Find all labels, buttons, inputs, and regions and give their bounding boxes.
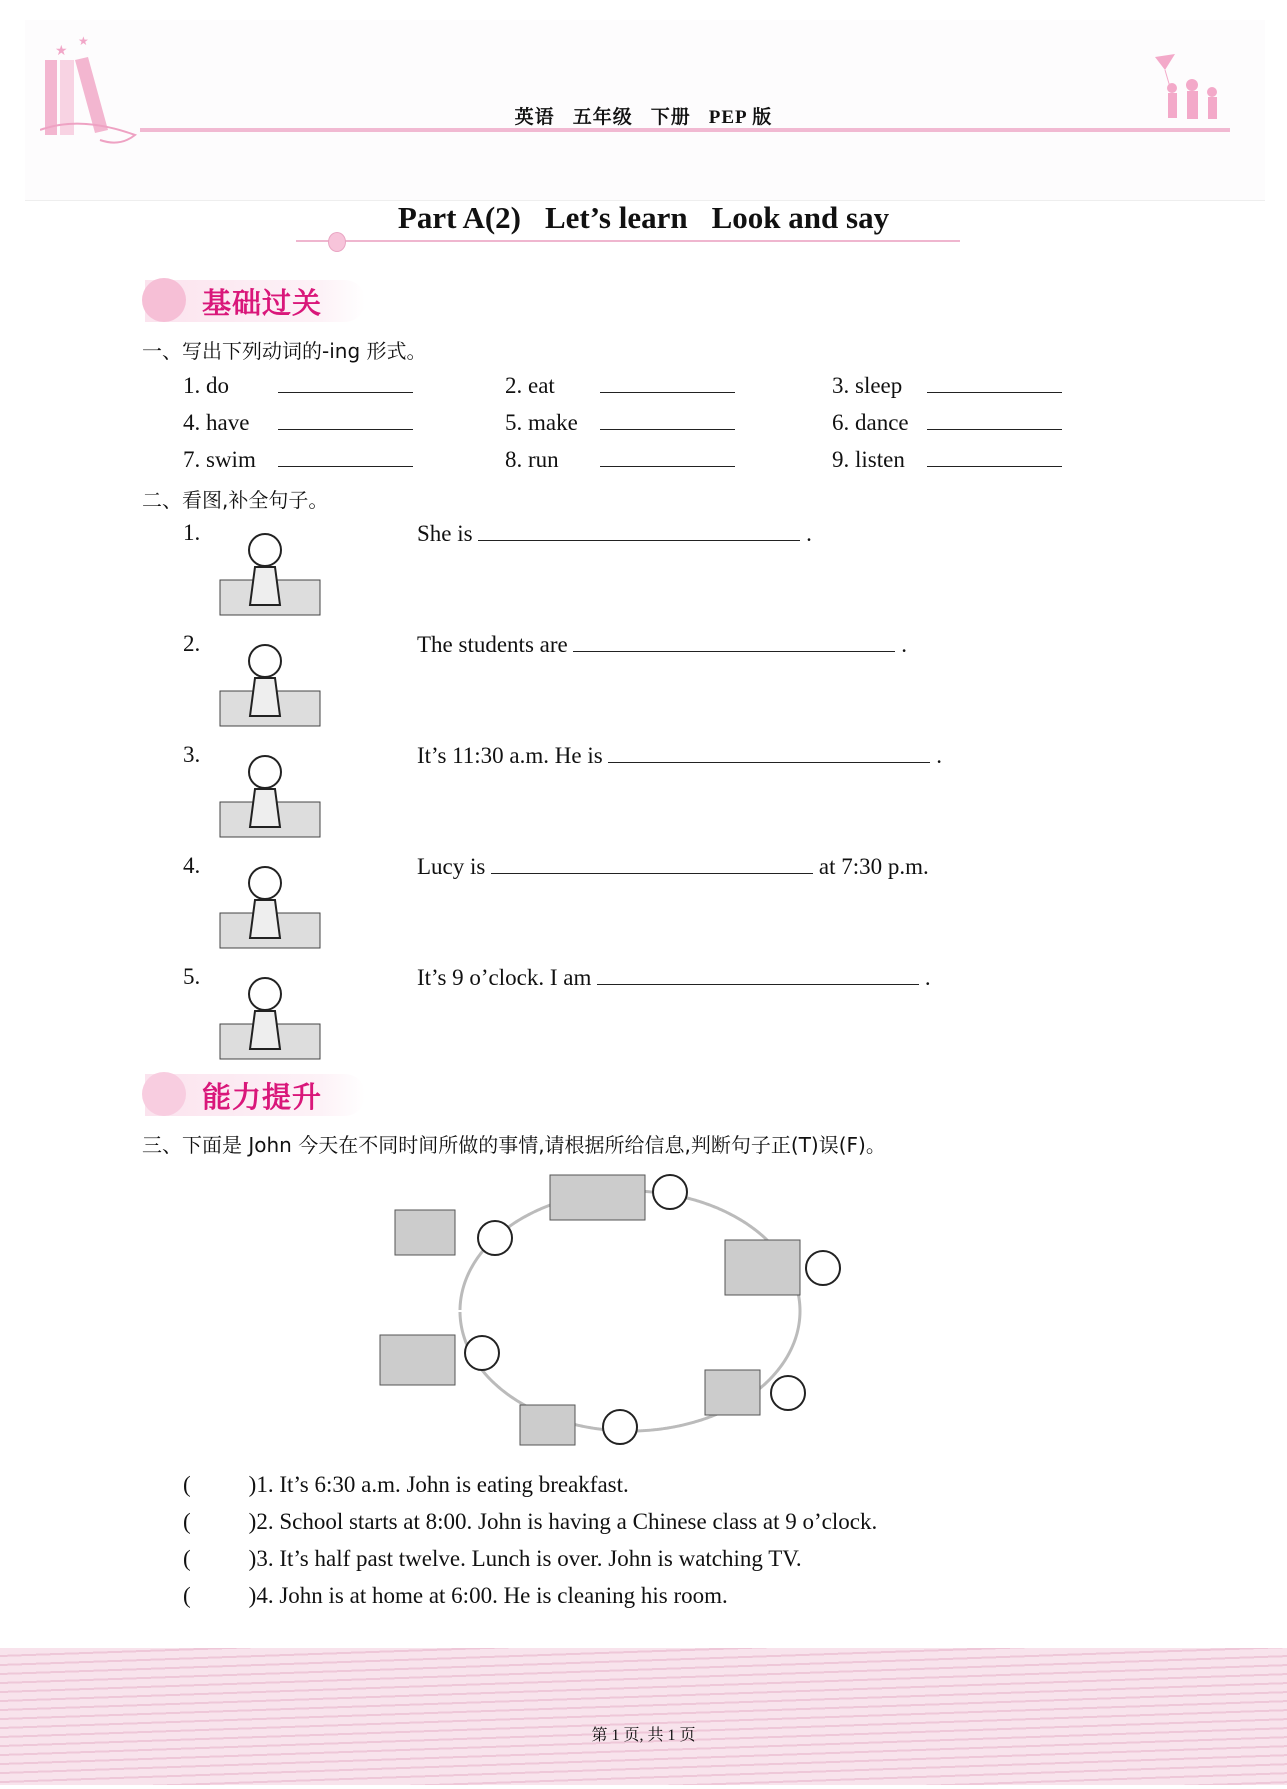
answer-blank[interactable] xyxy=(927,372,1062,393)
item-number: 2. xyxy=(183,631,201,656)
true-false-item xyxy=(183,1472,629,1498)
item-number: 3. xyxy=(183,742,201,767)
true-false-item xyxy=(183,1546,802,1572)
sentence-start: Lucy is xyxy=(417,854,486,879)
section-title-basic: 基础过关 xyxy=(202,286,323,320)
verb-label: 2. eat xyxy=(505,373,555,398)
books-decoration-icon xyxy=(40,35,150,150)
svg-text:★: ★ xyxy=(55,44,68,59)
activity-picture xyxy=(215,525,325,620)
header-volume: 下册 xyxy=(650,107,691,128)
page-title xyxy=(0,200,1287,236)
title-lets-learn: Let’s learn xyxy=(545,200,688,235)
verb-label: 3. sleep xyxy=(832,373,903,398)
header-grade: 五年级 xyxy=(572,107,633,128)
sentence-end: . xyxy=(936,743,942,768)
clock-icon xyxy=(653,1175,687,1209)
sentence-start: It’s 9 o’clock. I am xyxy=(417,965,592,990)
question-3-instruction: 三、下面是 John 今天在不同时间所做的事情,请根据所给信息,判断句子正(T)误(F)。 xyxy=(142,1133,886,1157)
header-subject xyxy=(0,102,1287,129)
classroom-picture xyxy=(725,1240,800,1295)
sentence xyxy=(417,520,812,547)
verb-item xyxy=(832,446,1062,473)
header-edition: PEP 版 xyxy=(708,107,773,128)
title-underline xyxy=(296,240,960,242)
sentence xyxy=(417,853,929,880)
sentence-start: It’s 11:30 a.m. He is xyxy=(417,743,603,768)
question-2-instruction: 二、看图,补全句子。 xyxy=(142,488,329,512)
verb-item xyxy=(183,372,413,399)
john-daily-schedule-illustration xyxy=(370,1160,850,1460)
answer-blank[interactable] xyxy=(927,409,1062,430)
verb-item xyxy=(505,372,735,399)
sentence-end: at 7:30 p.m. xyxy=(818,854,929,879)
activity-picture xyxy=(215,858,325,953)
answer-blank[interactable] xyxy=(600,372,735,393)
answer-blank[interactable] xyxy=(478,520,800,541)
sentence-end: . xyxy=(901,632,907,657)
answer-blank[interactable] xyxy=(600,409,735,430)
graduation-cap-icon xyxy=(142,278,186,322)
statement: 2. School starts at 8:00. John is having a Chinese class at 9 o’clock. xyxy=(256,1509,878,1534)
singing-picture xyxy=(705,1370,760,1415)
sentence-start: She is xyxy=(417,521,473,546)
item-number: 4. xyxy=(183,853,201,878)
sentence-end: . xyxy=(924,965,931,990)
paren-open: ( xyxy=(183,1546,191,1571)
clock-icon xyxy=(478,1221,512,1255)
breakfast-picture xyxy=(550,1175,645,1220)
activity-picture xyxy=(215,969,325,1064)
answer-blank[interactable] xyxy=(278,372,413,393)
verb-item xyxy=(505,446,735,473)
sleeping-picture xyxy=(395,1210,455,1255)
sentence-end: . xyxy=(806,521,812,546)
paren-open: ( xyxy=(183,1583,191,1608)
answer-blank[interactable] xyxy=(278,446,413,467)
paren-close: ) xyxy=(248,1509,257,1534)
clock-icon xyxy=(603,1410,637,1444)
item-number: 1. xyxy=(183,520,201,545)
rocket-icon xyxy=(142,1072,186,1116)
sentence xyxy=(417,631,907,658)
activity-picture xyxy=(215,636,325,731)
ping-pong-picture xyxy=(520,1405,575,1445)
verb-item xyxy=(183,446,413,473)
statement: 1. It’s 6:30 a.m. John is eating breakfast. xyxy=(256,1472,629,1497)
verb-label: 6. dance xyxy=(832,410,909,435)
verb-label: 7. swim xyxy=(183,447,256,472)
paren-close: ) xyxy=(248,1472,257,1497)
title-dot xyxy=(328,232,346,252)
verb-item xyxy=(505,409,735,436)
verb-label: 9. listen xyxy=(832,447,905,472)
item-number: 5. xyxy=(183,964,201,989)
section-title-advanced: 能力提升 xyxy=(202,1080,323,1114)
paren-open: ( xyxy=(183,1472,191,1497)
clock-icon xyxy=(465,1336,499,1370)
answer-blank[interactable] xyxy=(491,853,813,874)
sentence xyxy=(417,742,942,769)
paren-close: ) xyxy=(248,1583,257,1608)
verb-label: 4. have xyxy=(183,410,250,435)
title-part: Part A(2) xyxy=(397,200,521,235)
true-false-item xyxy=(183,1509,877,1535)
verb-label: 1. do xyxy=(183,373,229,398)
verb-item xyxy=(832,409,1062,436)
clock-icon xyxy=(806,1251,840,1285)
answer-blank[interactable] xyxy=(278,409,413,430)
sentence-start: The students are xyxy=(417,632,568,657)
paren-open: ( xyxy=(183,1509,191,1534)
page-number: 第 1 页, 共 1 页 xyxy=(591,1727,696,1744)
footer-band xyxy=(0,1648,1287,1785)
statement: 3. It’s half past twelve. Lunch is over. John is watching TV. xyxy=(256,1546,802,1571)
clock-icon xyxy=(771,1376,805,1410)
verb-item xyxy=(183,409,413,436)
answer-blank[interactable] xyxy=(608,742,930,763)
answer-blank[interactable] xyxy=(927,446,1062,467)
question-1-instruction: 一、写出下列动词的-ing 形式。 xyxy=(142,339,427,363)
paren-close: ) xyxy=(248,1546,257,1571)
true-false-item xyxy=(183,1583,728,1609)
answer-blank[interactable] xyxy=(597,964,919,985)
sentence xyxy=(417,964,931,991)
svg-text:★: ★ xyxy=(78,35,89,48)
activity-picture xyxy=(215,747,325,842)
statement: 4. John is at home at 6:00. He is cleaning his room. xyxy=(256,1583,728,1608)
title-look-and-say: Look and say xyxy=(711,200,890,235)
answer-blank[interactable] xyxy=(600,446,735,467)
verb-item xyxy=(832,372,1062,399)
header-subject-text: 英语 xyxy=(514,107,555,128)
answer-blank[interactable] xyxy=(573,631,895,652)
verb-label: 8. run xyxy=(505,447,559,472)
verb-label: 5. make xyxy=(505,410,578,435)
cleaning-room-picture xyxy=(380,1335,455,1385)
